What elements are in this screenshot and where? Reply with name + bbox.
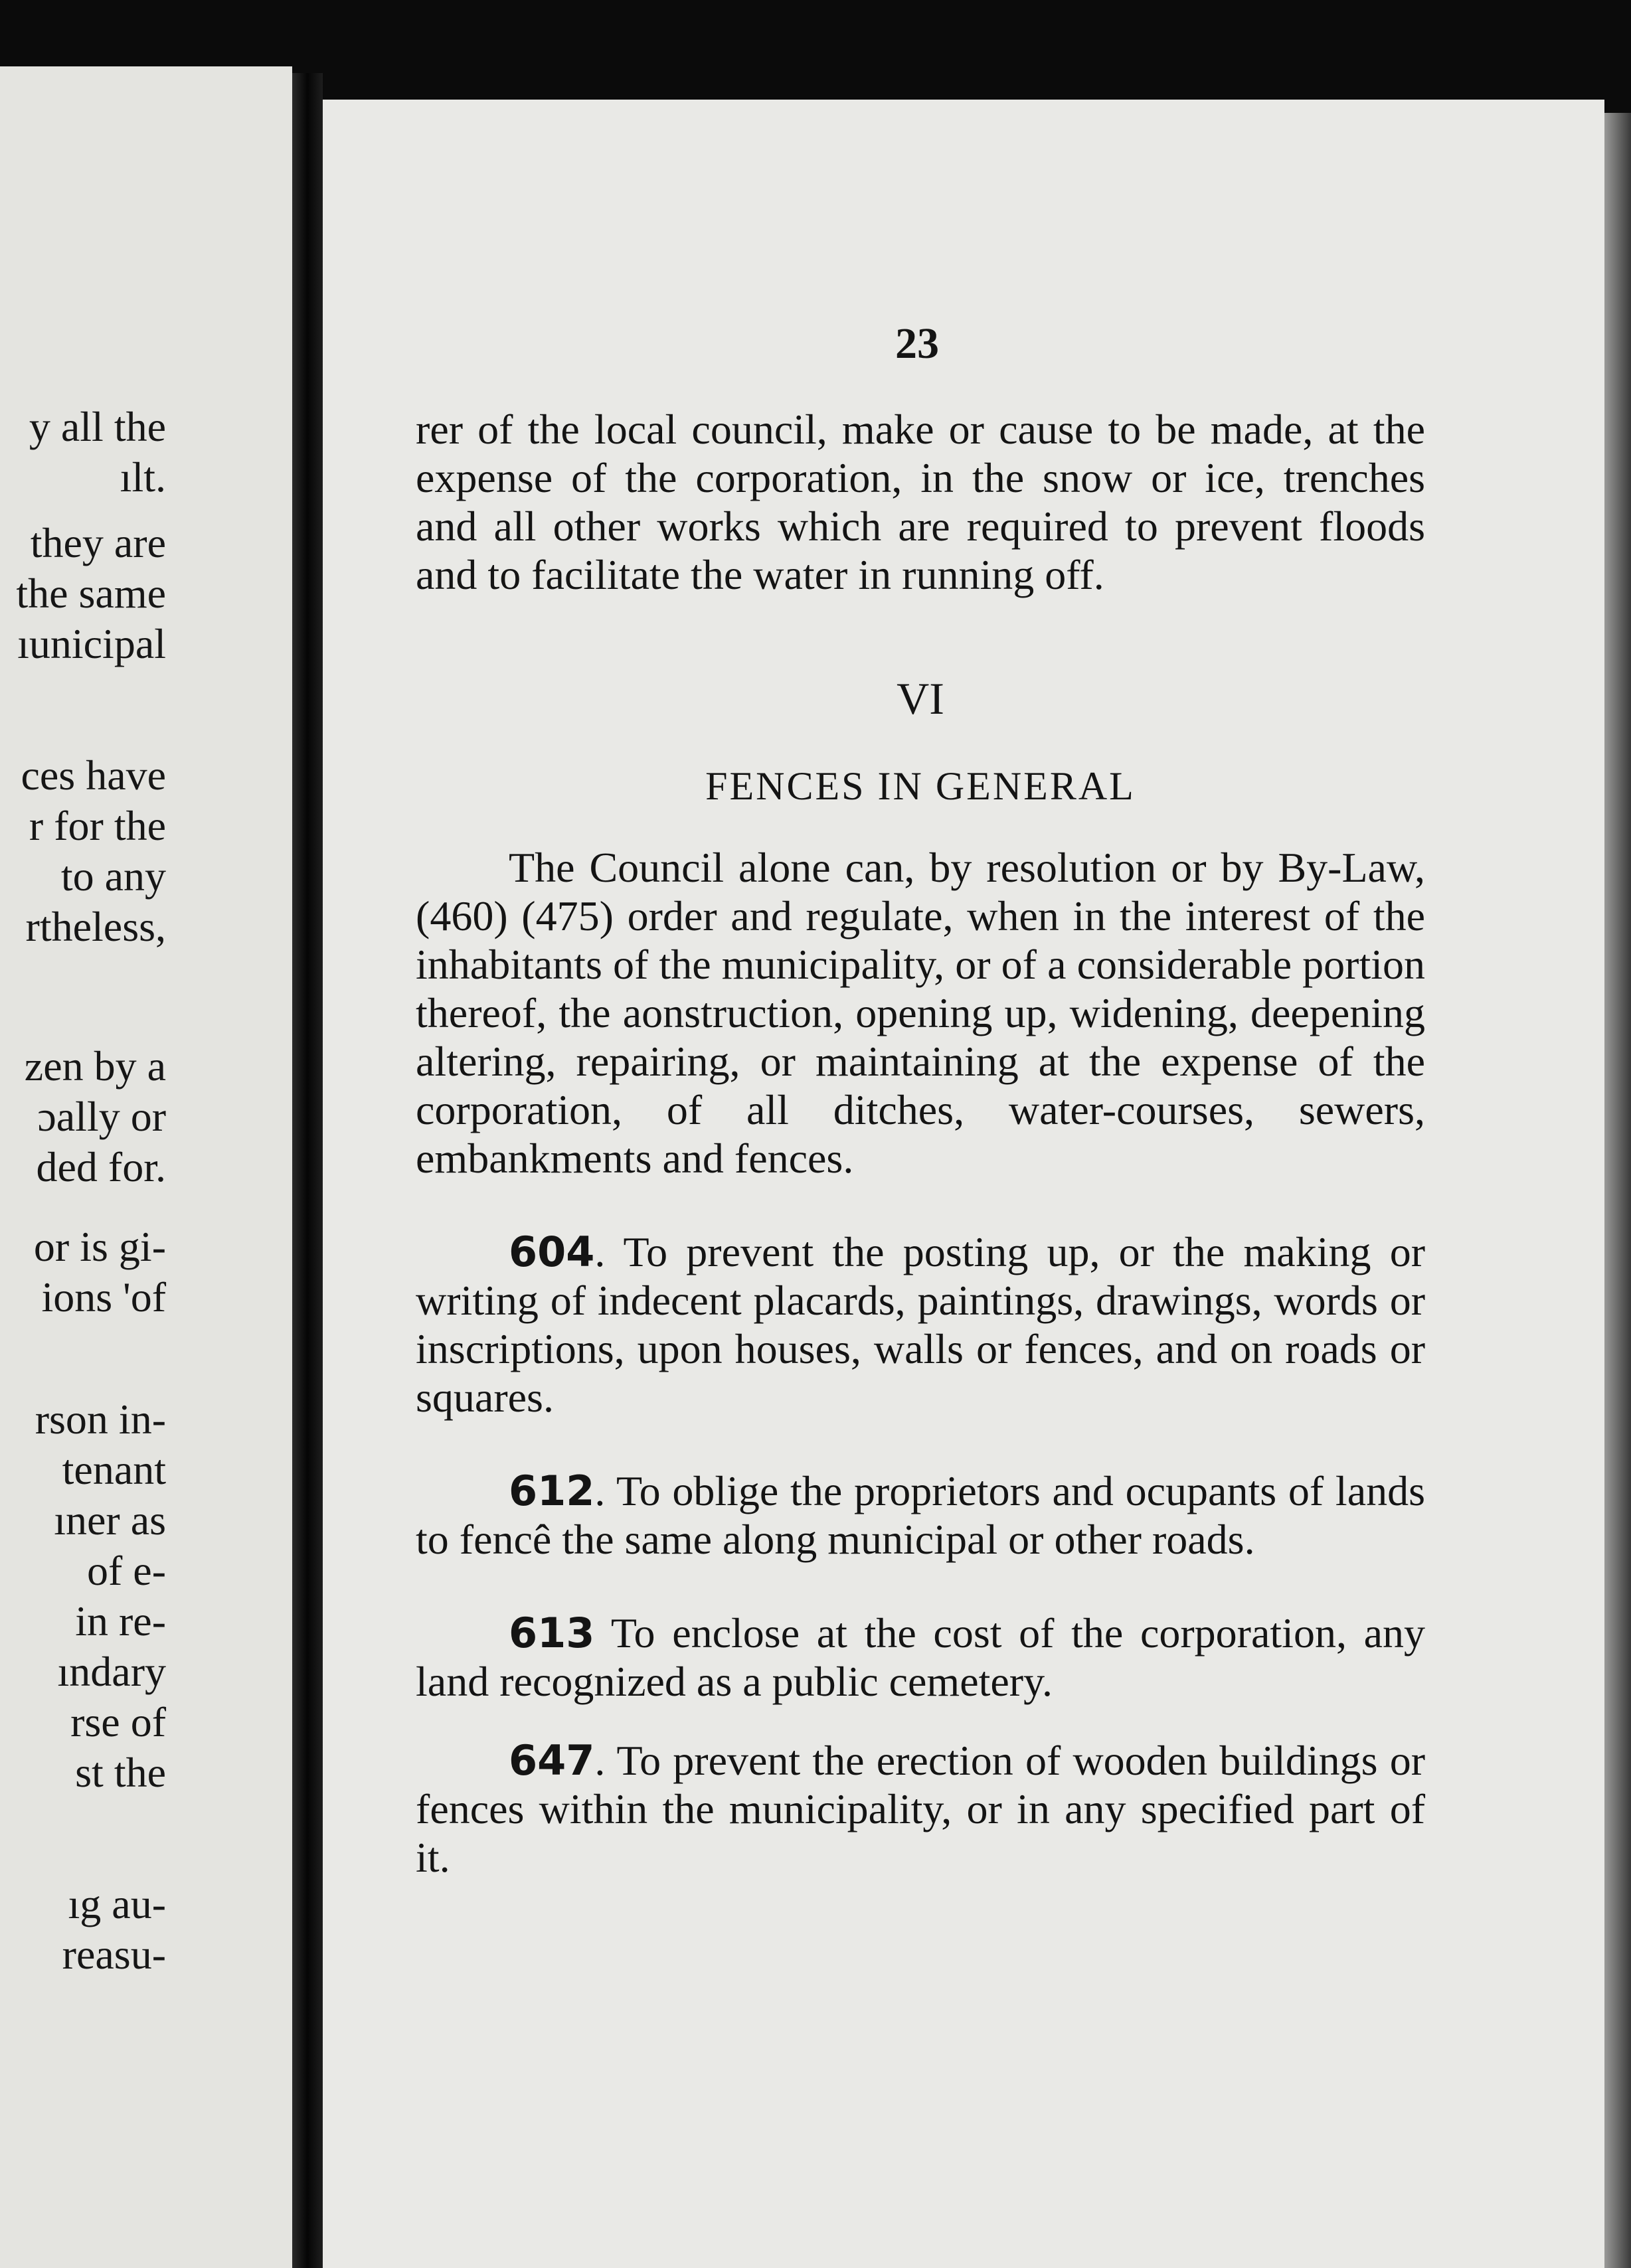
article-punct: .	[594, 1228, 606, 1275]
article-number: 612	[509, 1467, 595, 1515]
left-line: in re-	[75, 1597, 166, 1645]
left-line: ces have	[21, 752, 166, 799]
article-613	[416, 1609, 1425, 1706]
left-page-fragment	[0, 66, 292, 2268]
section-title: FENCES IN GENERAL	[705, 764, 1136, 808]
intro-paragraph: rer of the local council, make or cause to be made, at the expense of the corporation, in the snow or ice, trenches and all other works which are required to prevent floods and to facilitate the water in running off.	[416, 406, 1425, 598]
left-line: y all the	[29, 403, 166, 450]
left-line: reasu-	[62, 1931, 166, 1978]
article-647	[416, 1736, 1425, 1882]
left-line: zen by a	[24, 1042, 166, 1090]
article-text: To oblige the proprietors and ocupants of lands to fencê the same along municipal or other roads.	[416, 1467, 1426, 1563]
left-line: ded for.	[36, 1143, 166, 1190]
left-line: the same	[16, 570, 166, 617]
left-line: ındary	[57, 1648, 166, 1695]
left-line: to any	[60, 852, 166, 900]
left-line: or is gi-	[33, 1223, 166, 1270]
page-number: 23	[895, 319, 939, 368]
article-text: To enclose at the cost of the corporation, any land recognized as a public cemetery.	[416, 1609, 1426, 1705]
left-line: r for the	[29, 802, 166, 849]
left-line: ıner as	[54, 1497, 166, 1544]
article-612	[416, 1467, 1425, 1564]
article-number: 613	[509, 1609, 595, 1657]
left-line: rse of	[70, 1698, 166, 1745]
section-number: VI	[897, 673, 944, 724]
left-line: st the	[75, 1749, 166, 1796]
council-paragraph: The Council alone can, by resolution or by By-Law, (460) (475) order and regulate, when in the interest of the inhabitants of the municipality, or of a considerable portion thereof, the aonstruction, opening up, widening, deepening altering, repairing, or maintaining at the expense of the corporation, of all ditches, water-courses, sewers, embankments and fences.	[416, 844, 1425, 1182]
article-text: To prevent the posting up, or the making or writing of indecent placards, paintings, drawings, words or inscriptions, upon houses, walls or fences, and on roads or squares.	[416, 1228, 1426, 1421]
left-line: ıunicipal	[17, 620, 166, 667]
page-content	[416, 405, 1425, 1882]
left-line: of e-	[86, 1547, 166, 1594]
left-line: ions 'of	[41, 1273, 166, 1321]
book-gutter	[292, 73, 323, 2268]
left-line: ɔally or	[37, 1093, 166, 1140]
article-number: 647	[509, 1736, 595, 1785]
left-line: ılt.	[120, 453, 166, 501]
article-number: 604	[509, 1228, 595, 1276]
book-page	[323, 100, 1604, 2268]
left-line: ıg au-	[68, 1880, 166, 1927]
left-line: they are	[30, 519, 166, 566]
article-604	[416, 1228, 1425, 1421]
left-line: tenant	[62, 1446, 166, 1493]
left-line: rtheless,	[25, 903, 166, 950]
article-text: To prevent the erection of wooden buildings or fences within the municipality, or in any specified part of it.	[416, 1737, 1426, 1881]
page-edge	[1604, 113, 1631, 2268]
left-line: rson in-	[35, 1396, 166, 1443]
article-punct: .	[594, 1467, 606, 1514]
article-punct: .	[594, 1737, 606, 1784]
